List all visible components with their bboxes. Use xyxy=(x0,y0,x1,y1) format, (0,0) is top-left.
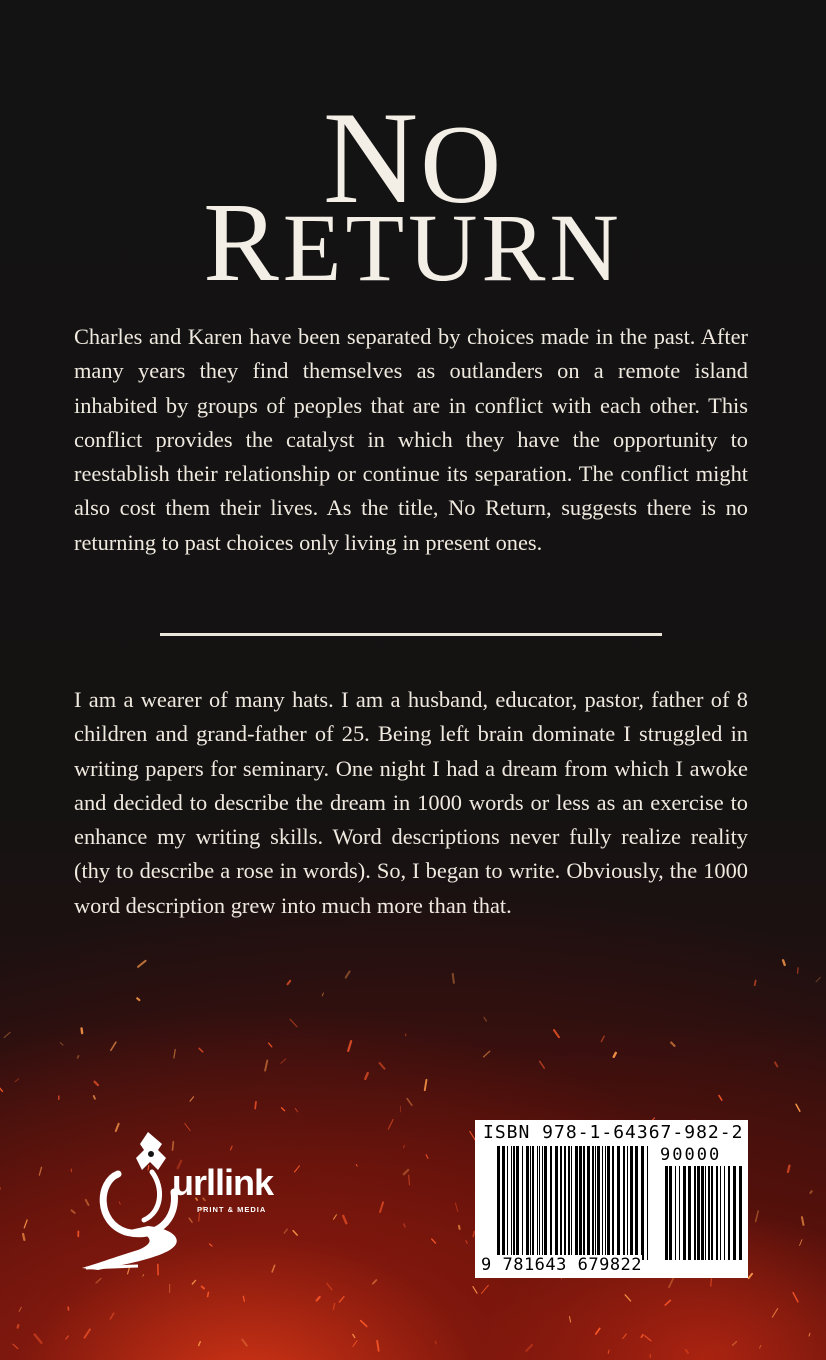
ember-spark xyxy=(459,1226,460,1229)
barcode-bar xyxy=(739,1166,742,1260)
logo-text-link: link xyxy=(215,1162,274,1203)
title-line-1-rest: O xyxy=(420,103,504,227)
barcode-bar xyxy=(607,1146,610,1260)
barcode-bar xyxy=(641,1146,644,1260)
ember-spark xyxy=(796,1104,800,1111)
publisher-tagline: PRINT & MEDIA xyxy=(197,1205,267,1214)
ember-spark xyxy=(137,998,139,1000)
ember-spark xyxy=(623,1334,627,1339)
ember-spark xyxy=(596,1328,600,1334)
ember-spark xyxy=(775,1062,777,1066)
barcode-bar xyxy=(708,1166,710,1260)
ember-spark xyxy=(484,1051,490,1057)
ember-spark xyxy=(24,1220,27,1228)
ember-spark xyxy=(793,1293,798,1302)
ember-spark xyxy=(174,1050,175,1058)
price-code: 90000 xyxy=(660,1145,722,1165)
barcode-bar xyxy=(669,1166,672,1260)
barcode-bar xyxy=(597,1146,600,1260)
ember-spark xyxy=(435,1341,436,1344)
ember-spark xyxy=(322,993,323,996)
author-bio-paragraph: I am a wearer of many hats. I am a husband, educator, pastor, father of 8 children and grand-father of 25. Being left brain dominate I struggled in writing papers for seminary. One night I had a dream from which I awoke and decided to describe the dream in 1000 words or less as an exercise to enhance my writing skills. Word descriptions never fully realize reality (thy to describe a rose in words). So, I began to write. Obviously, the 1000 word description grew into much more than that. xyxy=(74,687,748,918)
ember-spark xyxy=(711,1279,712,1287)
ember-spark xyxy=(380,1063,385,1069)
barcode-bar xyxy=(697,1166,700,1260)
barcode-bar xyxy=(530,1146,531,1260)
ember-spark xyxy=(71,1210,74,1213)
ember-spark xyxy=(282,1108,285,1111)
ember-spark xyxy=(749,1274,752,1278)
barcode-bar xyxy=(571,1146,572,1260)
barcode-bar xyxy=(679,1166,680,1260)
isbn-barcode xyxy=(475,1120,748,1278)
barcode-bar xyxy=(683,1166,686,1260)
ean-digits: 9 781643 679822 xyxy=(481,1255,643,1275)
ember-spark xyxy=(665,1300,670,1305)
ember-spark xyxy=(380,1202,383,1212)
barcode-bar xyxy=(555,1146,558,1260)
ember-spark xyxy=(810,1191,811,1193)
ember-spark xyxy=(85,1329,90,1337)
ember-spark xyxy=(96,1278,101,1282)
ember-spark xyxy=(243,1296,244,1301)
barcode-bar xyxy=(595,1146,596,1260)
barcode-bar xyxy=(497,1146,500,1260)
ember-spark xyxy=(95,1082,98,1085)
ember-spark xyxy=(425,1080,427,1090)
ember-spark xyxy=(15,1079,19,1082)
ember-spark xyxy=(788,1166,790,1172)
ember-spark xyxy=(199,1048,203,1051)
ember-spark xyxy=(327,1284,332,1290)
ember-spark xyxy=(772,1309,777,1318)
ember-spark xyxy=(481,1285,488,1293)
barcode-bar xyxy=(532,1146,534,1260)
ember-spark xyxy=(686,1350,688,1353)
ember-spark xyxy=(143,1274,144,1276)
title-line-2-rest: ETURN xyxy=(282,194,623,301)
barcode-bar xyxy=(560,1146,562,1260)
ember-spark xyxy=(281,1059,286,1063)
ember-spark xyxy=(783,960,785,965)
ember-spark xyxy=(242,1340,246,1346)
ember-spark xyxy=(192,1280,195,1284)
ember-spark xyxy=(255,1102,256,1109)
ember-spark xyxy=(339,1297,343,1302)
ember-spark xyxy=(641,1335,642,1337)
ember-spark xyxy=(66,1336,69,1339)
ember-spark xyxy=(466,1241,467,1244)
ember-spark xyxy=(816,977,820,981)
ember-spark xyxy=(94,1096,95,1099)
ember-spark xyxy=(138,961,145,967)
barcode-bar xyxy=(627,1146,628,1260)
barcode-bar xyxy=(539,1146,540,1260)
barcode-bar xyxy=(526,1146,529,1260)
barcode-bar xyxy=(630,1146,633,1260)
ember-spark xyxy=(356,1164,357,1166)
ember-spark xyxy=(733,1342,737,1346)
ember-spark xyxy=(760,1346,761,1349)
barcode-bar xyxy=(612,1146,614,1260)
ember-spark xyxy=(540,1061,545,1068)
ember-spark xyxy=(78,1056,79,1058)
ember-spark xyxy=(317,1297,320,1300)
ember-spark xyxy=(346,971,350,977)
ember-spark xyxy=(353,1341,357,1347)
ember-spark xyxy=(426,1155,428,1158)
barcode-bar xyxy=(583,1146,585,1260)
barcode-bar xyxy=(635,1146,638,1260)
title-line-2 xyxy=(0,179,826,305)
barcode-bar xyxy=(647,1146,648,1260)
barcode-bar xyxy=(711,1166,713,1260)
ember-spark xyxy=(377,1341,379,1351)
ember-spark xyxy=(453,974,454,983)
barcode-bar xyxy=(716,1166,718,1260)
ember-spark xyxy=(18,1325,19,1327)
barcode-bar xyxy=(502,1146,505,1260)
barcode-bar xyxy=(522,1146,523,1260)
ember-spark xyxy=(755,981,756,986)
publisher-logo-text xyxy=(172,1162,273,1204)
ember-spark xyxy=(19,1307,21,1311)
ember-spark xyxy=(13,1344,18,1348)
barcode-bar xyxy=(516,1146,519,1260)
ember-spark xyxy=(404,1170,408,1174)
barcode-bar xyxy=(617,1146,620,1260)
ember-spark xyxy=(202,1287,204,1289)
barcode-bar xyxy=(587,1146,590,1260)
ember-spark xyxy=(403,1145,404,1148)
ember-spark xyxy=(365,1073,367,1079)
barcode-bar xyxy=(724,1166,725,1260)
ember-spark xyxy=(800,1240,802,1246)
barcode-bar xyxy=(579,1146,582,1260)
barcode-bar xyxy=(733,1166,736,1260)
ember-spark xyxy=(719,1096,722,1100)
ember-spark xyxy=(348,1041,351,1051)
ember-spark xyxy=(353,1335,355,1338)
ember-spark xyxy=(388,1120,393,1129)
barcode-bar xyxy=(568,1146,570,1260)
ember-spark xyxy=(526,1345,532,1351)
barcode-bar xyxy=(592,1146,594,1260)
ember-spark xyxy=(361,1321,367,1327)
ember-spark xyxy=(295,1108,297,1111)
ember-spark xyxy=(473,1287,477,1294)
ember-spark xyxy=(110,1313,113,1319)
barcode-bar xyxy=(705,1166,706,1260)
ember-spark xyxy=(625,1295,630,1301)
barcode-bar xyxy=(564,1146,566,1260)
ember-spark xyxy=(208,1292,209,1296)
ember-spark xyxy=(756,1211,759,1222)
ember-spark xyxy=(269,1043,272,1047)
barcode-bar xyxy=(720,1166,721,1260)
ember-spark xyxy=(614,1053,616,1057)
ember-spark xyxy=(455,1203,457,1212)
ember-spark xyxy=(671,1043,674,1046)
synopsis-paragraph: Charles and Karen have been separated by choices made in the past. After many years they find themselves as outlanders on a remote island inhabited by groups of peoples that are in conflict with each other. This conflict provides the catalyst in which they have the opportunity to reestablish their relationship or continue its separation. The conflict might also cost them their lives. As the title, No Return, suggests there is no returning to past choices only living in present ones. xyxy=(74,324,748,555)
barcode-bar xyxy=(511,1146,512,1260)
barcode-bar xyxy=(605,1146,606,1260)
title-line-1-initial: N xyxy=(322,84,421,231)
barcode-bar xyxy=(694,1166,696,1260)
barcode-bar xyxy=(623,1146,625,1260)
ember-spark xyxy=(669,1279,673,1288)
ember-spark xyxy=(554,1030,559,1037)
section-divider xyxy=(160,633,662,636)
barcode-bar xyxy=(575,1146,578,1260)
ember-spark xyxy=(343,1216,346,1223)
ember-spark xyxy=(484,1017,486,1021)
ember-spark xyxy=(190,1097,194,1102)
barcode-bar xyxy=(701,1166,704,1260)
ember-spark xyxy=(809,1333,810,1336)
ember-spark xyxy=(407,1099,412,1106)
title-line-2-initial: R xyxy=(203,179,283,305)
ember-spark xyxy=(0,1085,2,1091)
ember-spark xyxy=(645,1336,651,1341)
barcode-bar xyxy=(728,1166,730,1260)
ember-spark xyxy=(60,1043,63,1046)
ember-spark xyxy=(288,981,291,984)
ember-spark xyxy=(199,1342,201,1346)
ember-spark xyxy=(432,1239,436,1243)
ember-spark xyxy=(265,1061,267,1071)
ember-spark xyxy=(802,1217,804,1225)
ember-spark xyxy=(409,1175,410,1185)
barcode-bar xyxy=(688,1166,691,1260)
ember-spark xyxy=(82,1028,83,1033)
barcode-bar xyxy=(550,1146,552,1260)
ember-spark xyxy=(39,1167,41,1175)
ember-spark xyxy=(290,1019,297,1026)
logo-text-url: url xyxy=(172,1162,216,1203)
ember-spark xyxy=(601,1036,604,1041)
ember-spark xyxy=(334,1215,337,1219)
ember-spark xyxy=(404,1224,405,1227)
ember-spark xyxy=(23,1234,24,1240)
isbn-label: ISBN 978-1-64367-982-2 xyxy=(483,1122,744,1143)
ember-spark xyxy=(333,1303,334,1309)
ember-spark xyxy=(4,1032,10,1037)
barcode-bar xyxy=(537,1146,538,1260)
ember-spark xyxy=(111,1042,116,1050)
barcode-bar xyxy=(542,1146,543,1260)
ember-spark xyxy=(569,1317,570,1323)
barcode-bar xyxy=(513,1146,515,1260)
barcode-bar xyxy=(675,1166,676,1260)
ember-spark xyxy=(373,1280,377,1284)
barcode-bar xyxy=(544,1146,547,1260)
barcode-bar xyxy=(602,1146,603,1260)
ember-spark xyxy=(608,1350,609,1354)
barcode-bar xyxy=(507,1146,508,1260)
ember-spark xyxy=(35,1334,42,1342)
barcode-bar xyxy=(665,1166,668,1260)
